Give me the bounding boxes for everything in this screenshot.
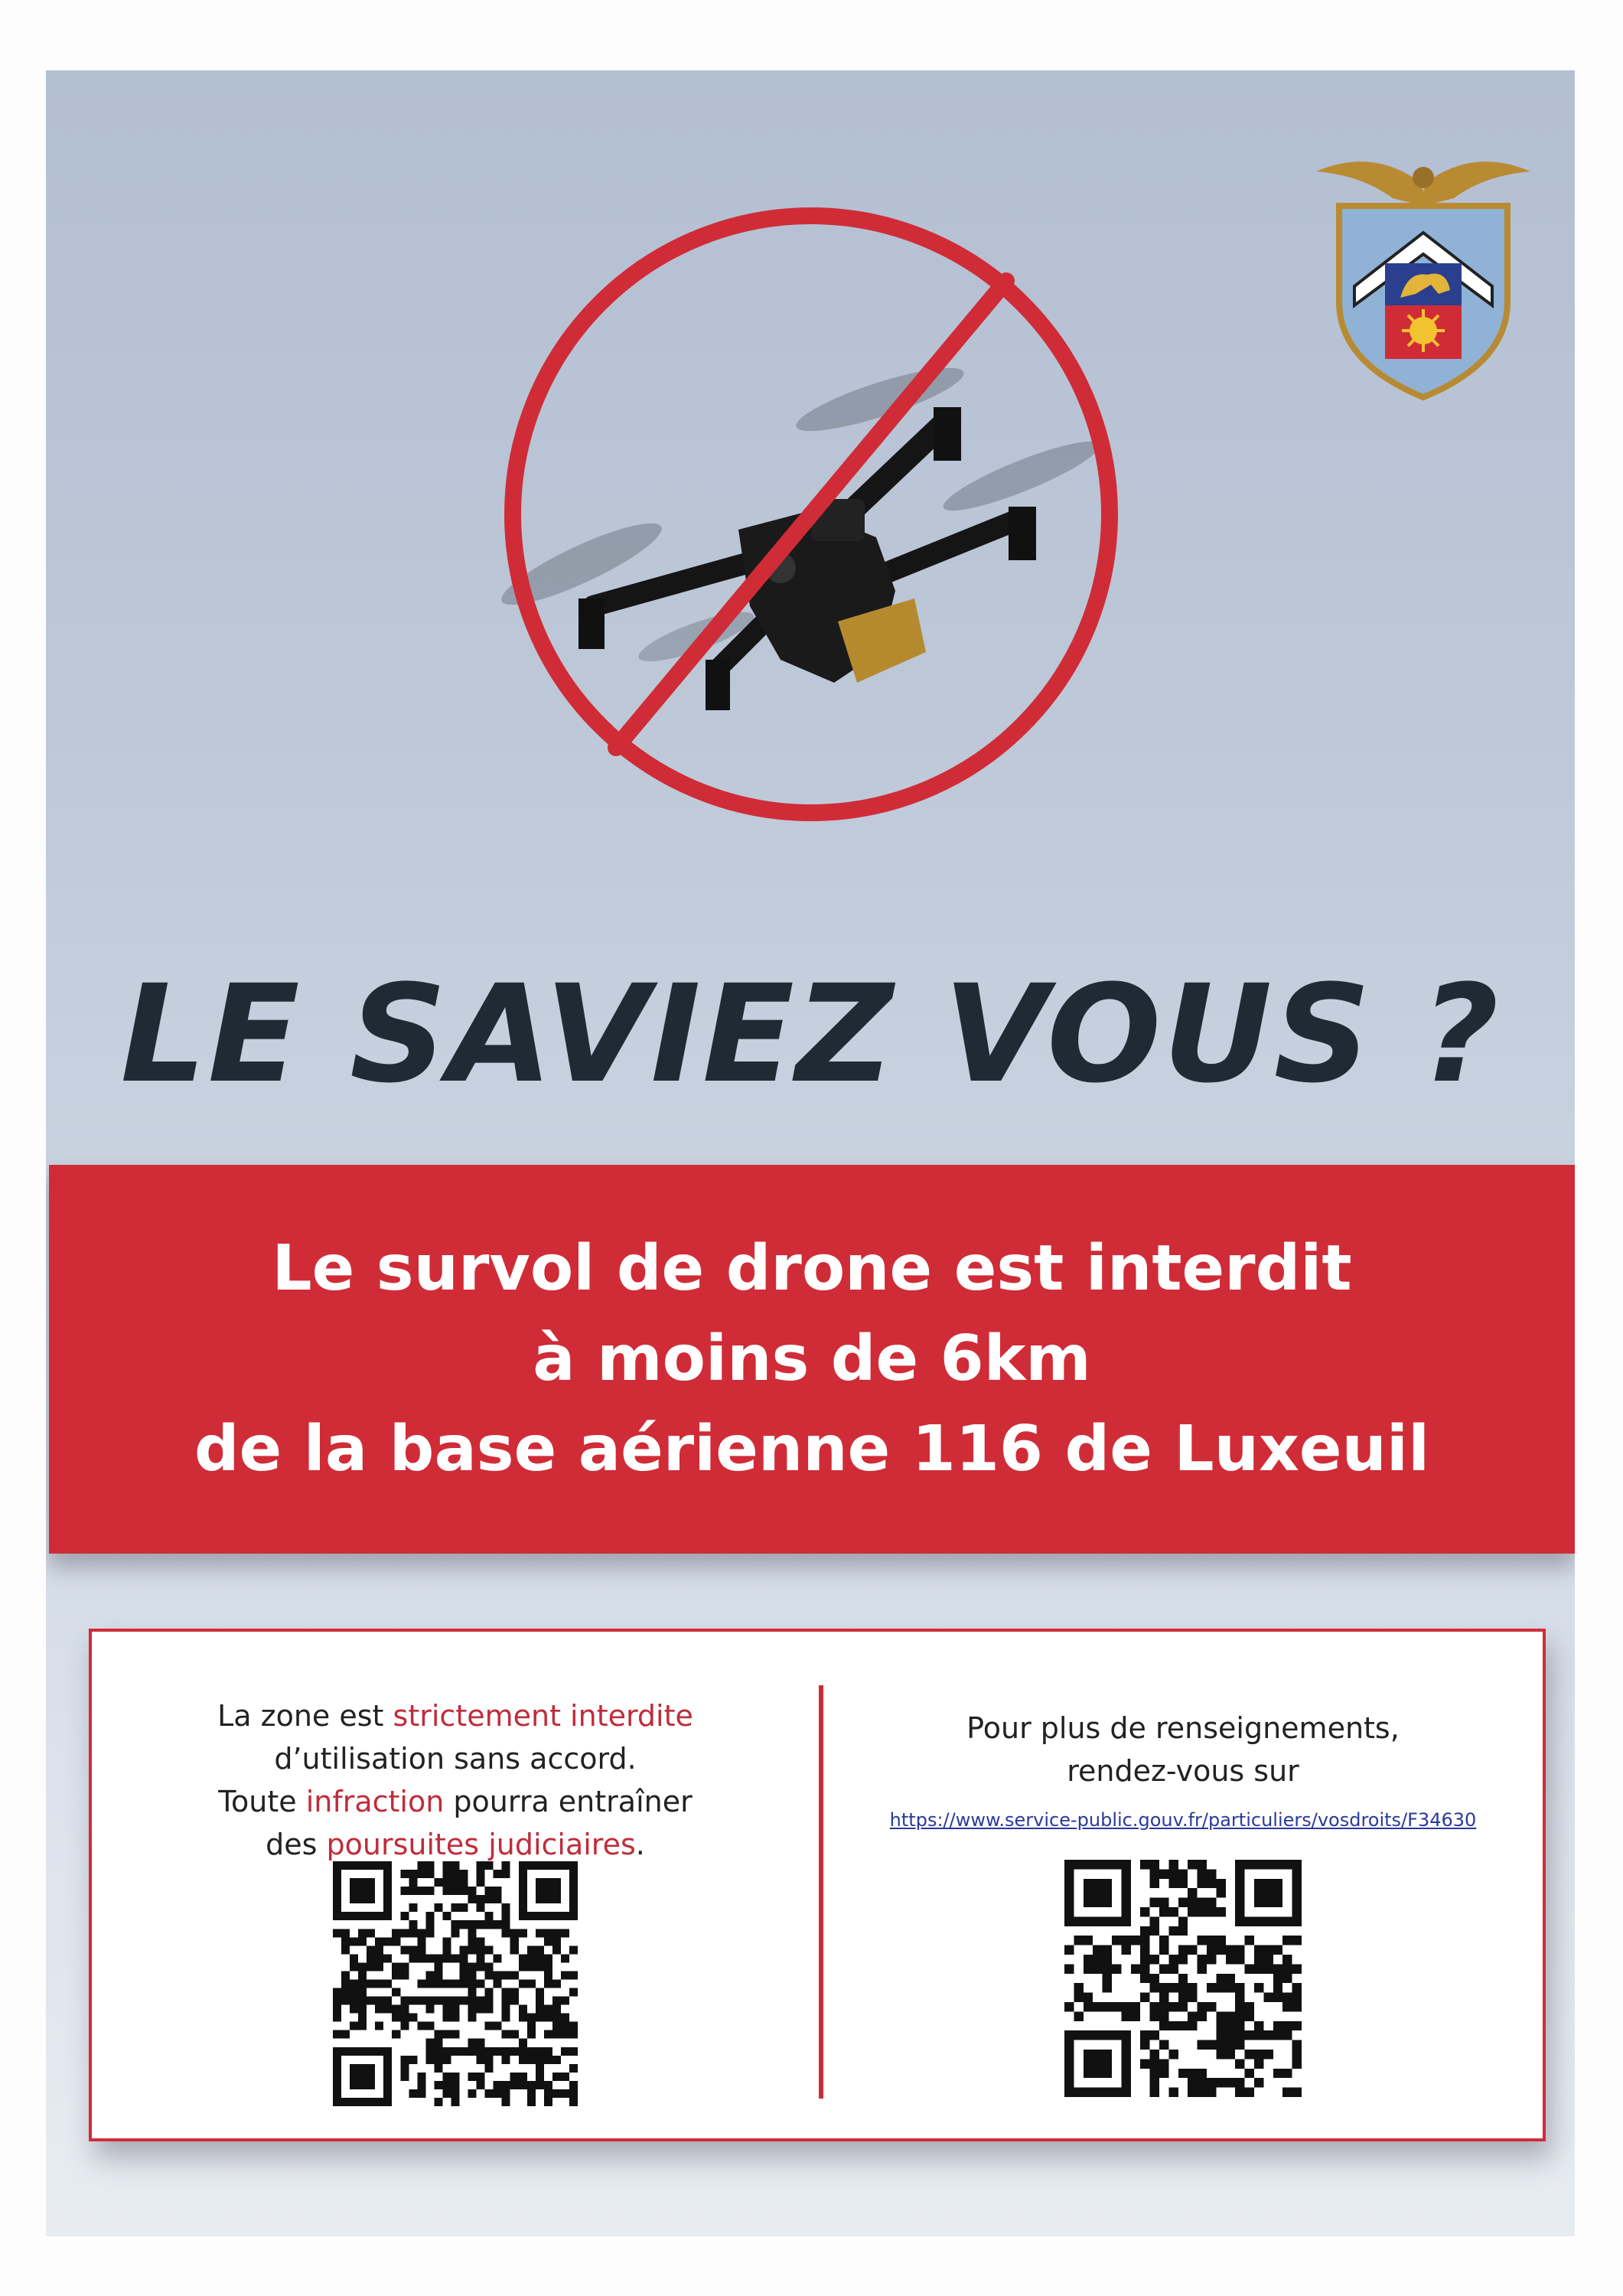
qr-code-icon[interactable]: [333, 1861, 578, 2106]
info-box: [89, 1629, 1546, 2141]
infraction-text: infraction: [305, 1785, 445, 1818]
strictly-forbidden-text: strictement interdite: [393, 1699, 693, 1733]
banner-line-2: à moins de 6km: [533, 1322, 1091, 1395]
warning-text: [92, 1694, 819, 1866]
more-info-column: [823, 1632, 1543, 2138]
prohibition-banner: [49, 1165, 1575, 1554]
warning-line-3-a: Toute: [218, 1785, 306, 1818]
warning-line-1-a: La zone est: [217, 1699, 393, 1733]
air-base-crest-icon: [1301, 133, 1546, 409]
headline: LE SAVIEZ VOUS ?: [120, 956, 1501, 1113]
qr-code-icon[interactable]: [1064, 1860, 1302, 2097]
banner-line-3: de la base aérienne 116 de Luxeuil: [194, 1413, 1430, 1486]
more-info-text: [823, 1707, 1543, 1792]
warning-line-4-a: des: [266, 1828, 327, 1861]
poster: [46, 70, 1575, 2236]
warning-line-3: [92, 1780, 819, 1823]
more-info-line-1: Pour plus de renseignements,: [966, 1711, 1400, 1745]
warning-line-2: d’utilisation sans accord.: [274, 1742, 637, 1776]
service-public-link[interactable]: https://www.service-public.gouv.fr/particuliers/vosdroits/F34630: [889, 1809, 1477, 1831]
warning-line-1: [92, 1694, 819, 1737]
banner-line-1: Le survol de drone est interdit: [272, 1232, 1352, 1305]
warning-line-3-c: pourra entraîner: [444, 1785, 693, 1818]
warning-line-4: [92, 1823, 819, 1866]
legal-action-text: poursuites judiciaires: [326, 1828, 636, 1861]
more-info-line-2: rendez-vous sur: [1067, 1754, 1299, 1788]
warning-line-4-c: .: [635, 1828, 645, 1861]
warning-column: [92, 1632, 819, 2138]
